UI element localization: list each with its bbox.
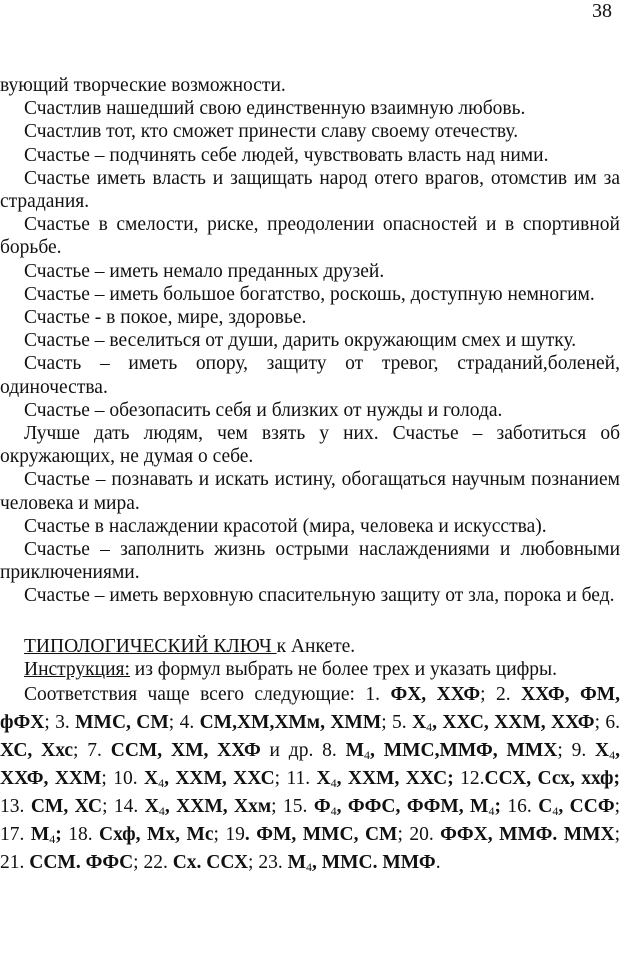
key-text: и др. 8. <box>260 740 346 762</box>
key-text: ; 15. <box>271 796 314 818</box>
formula-bold: Схф, Мх, Мс <box>99 824 214 846</box>
paragraph: Счастье – обезопасить себя и близких от нужды и голода. <box>24 399 503 421</box>
key-text: ; 14. <box>102 796 145 818</box>
key-text: ; 7. <box>73 740 111 762</box>
formula-bold: М <box>287 852 306 874</box>
paragraph: Счастье – подчинять себе людей, чувствовать власть над ними. <box>24 144 549 166</box>
paragraph: Счастье иметь власть и защищать народ отего врагов, отомстив им за страдания. <box>0 167 620 213</box>
key-text: ; 22. <box>133 852 173 874</box>
key-text: 18. <box>61 824 100 846</box>
key-text: Соответствия чаще всего следующие: 1. <box>24 684 391 706</box>
formula-bold: ФФХ, ММФ. ММХ <box>440 824 615 846</box>
key-text: ; 4. <box>168 712 200 734</box>
paragraph: Счастье в наслаждении красотой (мира, человека и искусства). <box>24 515 547 537</box>
formula-bold: ХС, Ххс <box>0 740 74 762</box>
key-text: ; 11. <box>274 768 317 790</box>
formula-bold: Ф <box>313 796 331 818</box>
page-text <box>0 74 620 877</box>
formula-bold: , ХХФ, ХХМ <box>0 740 620 790</box>
page-number: 38 <box>592 0 612 22</box>
subscript: 4 <box>49 832 56 847</box>
formula-bold: СМ,ХМ,ХМм, ХММ <box>199 712 382 734</box>
key-text: ; 17. <box>0 796 620 846</box>
paragraph: Счастье – иметь немало преданных друзей. <box>24 260 385 282</box>
formula-bold: , ХХС, ХХМ, ХХФ <box>432 712 595 734</box>
formula-bold: Сх. ССХ <box>172 852 249 874</box>
formula-bold: С <box>538 796 553 818</box>
paragraph: Счастье – иметь большое богатство, роскошь, доступную немногим. <box>24 283 595 305</box>
instruction-label: Инструкция: <box>24 658 130 680</box>
subscript: 4 <box>305 860 312 875</box>
key-text: ; 21. <box>0 824 620 874</box>
formula-bold: ХХФ, ФМ, фФХ <box>0 684 620 734</box>
formula-bold: . ФМ, ММС, СМ <box>244 824 398 846</box>
key-heading-suffix: к Анкете. <box>276 635 356 657</box>
key-text: . <box>435 852 441 874</box>
key-correspondences <box>0 681 620 877</box>
formula-bold: Х <box>143 768 159 790</box>
subscript: 4 <box>330 776 337 791</box>
key-text: 13. <box>0 796 31 818</box>
paragraph: Счастлив тот, кто сможет принести славу своему отечеству. <box>24 121 519 143</box>
formula-bold: М <box>345 740 365 762</box>
formula-bold: Х <box>595 740 610 762</box>
formula-bold: , ХХМ, ХХС <box>164 768 275 790</box>
formula-bold: Х <box>316 768 331 790</box>
key-text: ; 3. <box>44 712 76 734</box>
key-text: ; 9. <box>557 740 596 762</box>
formula-bold: , ХХМ, ХХС; <box>336 768 454 790</box>
paragraph: Счастье – заполнить жизнь острыми наслаждениями и любовными приключениями. <box>0 539 620 584</box>
key-text: ; 20. <box>397 824 441 846</box>
formula-bold: ССМ, ХМ, ХХФ <box>110 740 261 762</box>
formula-bold: , ФФС, ФФМ, М <box>336 796 489 818</box>
key-text: ; 5. <box>381 712 413 734</box>
paragraph: Счастье - в покое, мире, здоровье. <box>24 307 307 329</box>
key-text: ; 23. <box>248 852 288 874</box>
key-text: ; 19 <box>213 824 245 846</box>
paragraph: вующий творческие возможности. <box>0 75 286 96</box>
subscript: 4 <box>426 720 433 735</box>
key-text: ; 2. <box>480 684 522 706</box>
subscript: 4 <box>364 748 371 763</box>
formula-bold: , ММС,ММФ, ММХ <box>370 740 558 762</box>
key-heading <box>0 635 620 658</box>
paragraph: Счастье – веселиться от души, дарить окружающим смех и шутку. <box>24 330 577 352</box>
subscript: 4 <box>158 776 165 791</box>
formula-bold: ССХ, Ссх, ххф; <box>484 768 620 790</box>
subscript: 4 <box>488 804 495 819</box>
paragraph: Лучше дать людям, чем взять у них. Счастье – заботиться об окружающих, не думая о себе. <box>0 423 620 468</box>
key-text: 12. <box>453 768 485 790</box>
formula-bold: СМ, ХС <box>30 796 103 818</box>
section-gap <box>0 608 620 635</box>
key-heading-title: ТИПОЛОГИЧЕСКИЙ КЛЮЧ <box>24 635 277 657</box>
formula-bold: ММС, СМ <box>75 712 169 734</box>
subscript: 4 <box>158 804 165 819</box>
key-text: ; 6. <box>594 712 620 734</box>
formula-bold: М <box>30 824 50 846</box>
instruction <box>0 658 620 681</box>
formula-bold: Х <box>144 796 159 818</box>
formula-bold: ФХ, ХХФ <box>390 684 481 706</box>
key-text: 16. <box>500 796 539 818</box>
paragraph: Счастлив нашедший свою единственную взаимную любовь. <box>24 98 526 120</box>
paragraph: Счастье – познавать и искать истину, обогащаться научным познанием человека и мира. <box>0 469 620 514</box>
formula-bold: , ММС. ММФ <box>311 852 436 874</box>
formula-bold: ; <box>55 824 62 846</box>
formula-bold: Х <box>412 712 427 734</box>
key-text: ; 10. <box>101 768 144 790</box>
subscript: 4 <box>552 804 559 819</box>
paragraph: Счасть – иметь опору, защиту от тревог, страданий,боленей, одиночества. <box>0 353 620 398</box>
formula-bold: ; <box>494 796 501 818</box>
subscript: 4 <box>330 804 337 819</box>
formula-bold: , ХХМ, Ххм <box>164 796 272 818</box>
paragraph: Счастье в смелости, риске, преодолении опасностей и в спортивной борьбе. <box>0 214 620 259</box>
subscript: 4 <box>609 748 616 763</box>
paragraph: Счастье – иметь верховную спасительную защиту от зла, порока и бед. <box>24 585 615 607</box>
formula-bold: ССМ. ФФС <box>29 852 134 874</box>
formula-bold: , ССФ <box>558 796 615 818</box>
instruction-text: из формул выбрать не более трех и указать цифры. <box>129 658 558 680</box>
